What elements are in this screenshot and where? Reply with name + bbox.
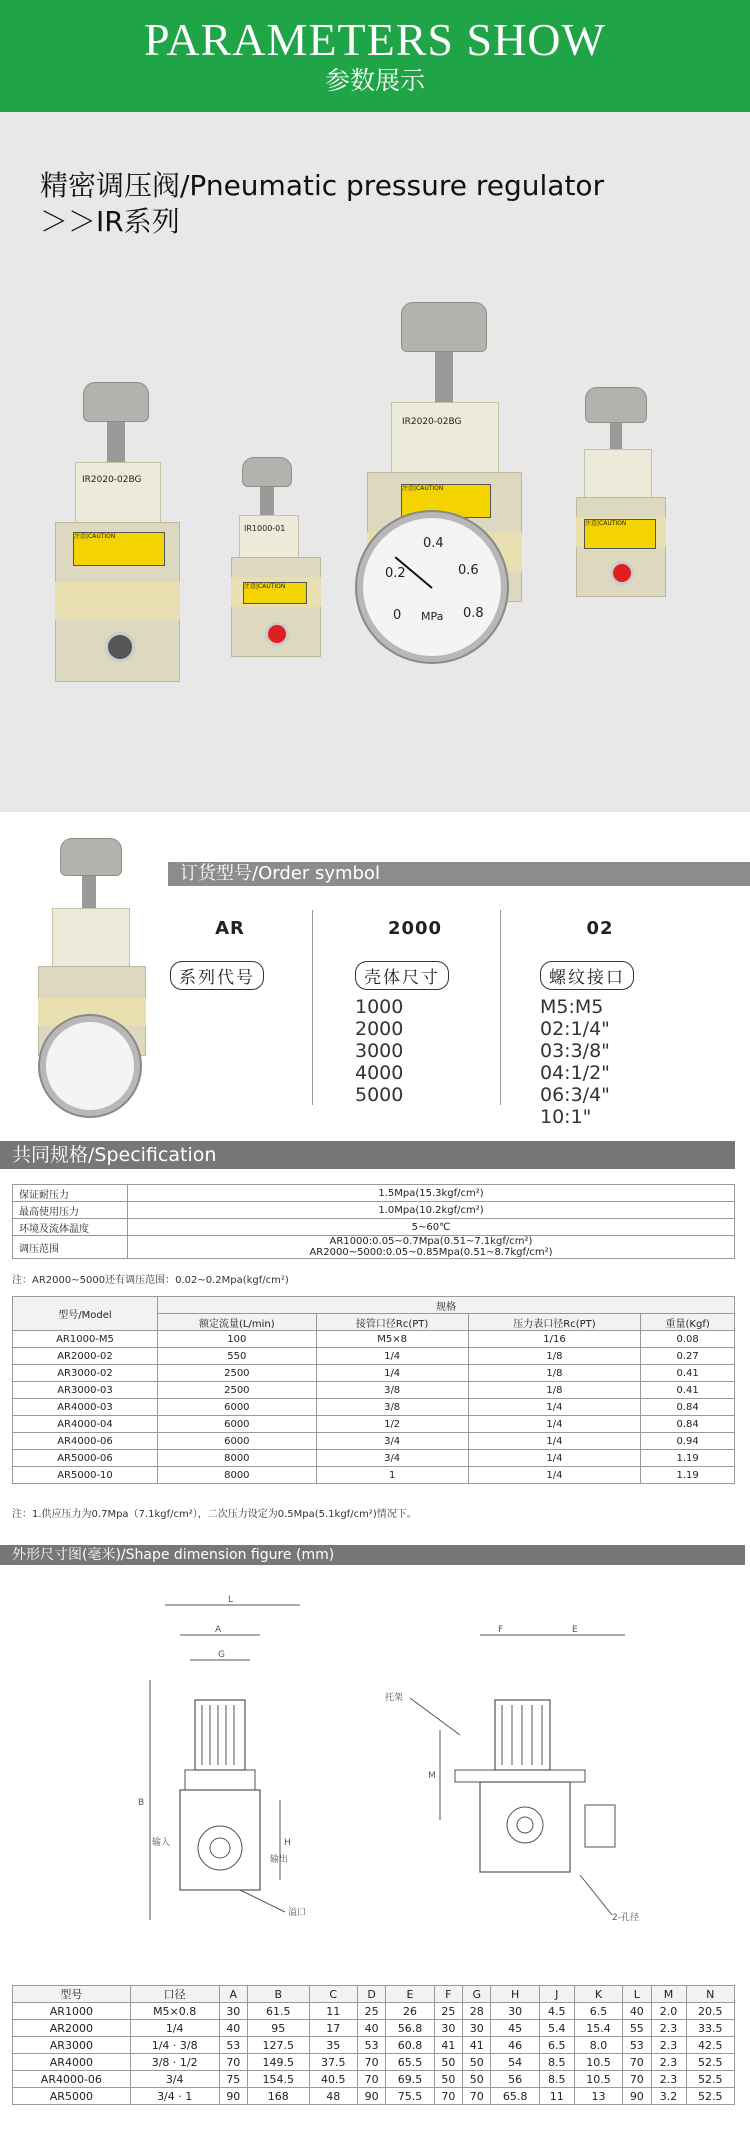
model-label: IR2020-02BG [402, 417, 462, 427]
column-header: 额定流量(L/min) [158, 1314, 317, 1331]
table-cell: AR4000-06 [13, 2071, 131, 2088]
table-row [13, 2020, 735, 2037]
table-cell: 95 [248, 2020, 310, 2037]
dim-label: L [228, 1595, 234, 1605]
table-cell: 1/4 [316, 1365, 468, 1382]
table-cell: 1/8 [468, 1348, 641, 1365]
table-cell: 30 [434, 2020, 462, 2037]
gauge-tick: 0.6 [458, 563, 479, 578]
table-cell: 2500 [158, 1365, 317, 1382]
regulator-photo-4 [570, 387, 670, 607]
regulator-photo-2 [225, 457, 325, 697]
table-cell: 3.2 [651, 2088, 686, 2105]
port-red [610, 561, 634, 585]
product-heading [40, 168, 604, 240]
gauge-unit: MPa [421, 610, 444, 623]
caution-label: 注意|CAUTION [401, 484, 491, 518]
caution-label: 注意|CAUTION [243, 582, 307, 604]
column-header: H [491, 1986, 539, 2003]
table-cell: 6000 [158, 1416, 317, 1433]
order-value: 04:1/2" [540, 1062, 610, 1084]
table-cell: 50 [463, 2054, 491, 2071]
table-cell: 25 [434, 2003, 462, 2020]
table-cell: AR4000-04 [13, 1416, 158, 1433]
table-cell: 90 [623, 2088, 651, 2105]
port-red [265, 622, 289, 646]
column-header: D [357, 1986, 385, 2003]
table-cell: 0.41 [641, 1365, 735, 1382]
order-col-size [355, 918, 475, 1106]
table-cell: 8.5 [539, 2071, 574, 2088]
table-row [13, 1348, 735, 1365]
table-cell: AR4000 [13, 2054, 131, 2071]
table-cell: 30 [491, 2003, 539, 2020]
column-header: 型号 [13, 1986, 131, 2003]
column-header: B [248, 1986, 310, 2003]
table-cell: 1/2 [316, 1416, 468, 1433]
table-cell: 3/8 [316, 1382, 468, 1399]
table-cell: 41 [434, 2037, 462, 2054]
order-value: 4000 [355, 1062, 404, 1084]
table-cell: M5×8 [316, 1331, 468, 1348]
table-row [13, 1467, 735, 1484]
table-cell: 149.5 [248, 2054, 310, 2071]
column-header: 口径 [130, 1986, 219, 2003]
table-cell: 28 [463, 2003, 491, 2020]
table-cell: 90 [219, 2088, 247, 2105]
table-cell: 46 [491, 2037, 539, 2054]
table-cell: 6.5 [574, 2003, 622, 2020]
spec-table [12, 1184, 735, 1259]
table-cell: 1/4 [130, 2020, 219, 2037]
table-cell: 10.5 [574, 2054, 622, 2071]
gauge-tick: 0.8 [463, 606, 484, 621]
pressure-gauge [357, 512, 507, 662]
table-cell: 35 [309, 2037, 357, 2054]
column-header: N [686, 1986, 734, 2003]
table-cell: 30 [463, 2020, 491, 2037]
table-cell: 1/8 [468, 1382, 641, 1399]
table-cell: 53 [623, 2037, 651, 2054]
order-value: 03:3/8" [540, 1040, 610, 1062]
regulator-photo-1 [55, 382, 195, 712]
table-cell: 61.5 [248, 2003, 310, 2020]
column-header: 压力表口径Rc(PT) [468, 1314, 641, 1331]
table-cell: AR3000-03 [13, 1382, 158, 1399]
table-cell: 0.84 [641, 1416, 735, 1433]
banner-subtitle: 参数展示 [324, 66, 425, 95]
table-cell: AR2000-02 [13, 1348, 158, 1365]
table-cell: AR1000-M5 [13, 1331, 158, 1348]
table-cell: 6000 [158, 1399, 317, 1416]
column-header: J [539, 1986, 574, 2003]
table-cell: 3/8 [316, 1399, 468, 1416]
column-header: 重量(Kgf) [641, 1314, 735, 1331]
table-cell: 40 [623, 2003, 651, 2020]
table-cell: 550 [158, 1348, 317, 1365]
table-cell: 1.19 [641, 1467, 735, 1484]
table-cell: 40 [219, 2020, 247, 2037]
table-cell: 127.5 [248, 2037, 310, 2054]
dimension-drawing-front [110, 1590, 340, 1930]
table-row [13, 1331, 735, 1348]
table-cell: AR5000-10 [13, 1467, 158, 1484]
regulator-thumbnail [38, 838, 148, 1118]
order-value: 2000 [355, 1018, 404, 1040]
column-header: M [651, 1986, 686, 2003]
table-row: 调压范围 AR1000:0.05~0.7Mpa(0.51~7.1kgf/cm²) AR2000~5000:0.05~0.85Mpa(0.51~8.7kgf/cm²) [13, 1236, 735, 1259]
spec-title: 共同规格/Specification [0, 1141, 735, 1169]
table-cell: 70 [623, 2071, 651, 2088]
hole-label: 2-孔径 [612, 1913, 639, 1923]
table-cell: 30 [219, 2003, 247, 2020]
table-cell: 53 [357, 2037, 385, 2054]
table-cell: 3/4 · 1 [130, 2088, 219, 2105]
table-cell: 0.94 [641, 1433, 735, 1450]
table-row: 环境及流体温度 5~60℃ [13, 1219, 735, 1236]
order-value: 5000 [355, 1084, 404, 1106]
port-label: 溢口 [288, 1908, 307, 1918]
table-cell: 42.5 [686, 2037, 734, 2054]
order-value: 1000 [355, 996, 404, 1018]
dim-label: H [284, 1838, 291, 1848]
table-row [13, 2054, 735, 2071]
table-row: 最高使用压力 1.0Mpa(10.2kgf/cm²) [13, 1202, 735, 1219]
order-label: 螺纹接口 [540, 961, 634, 990]
dim-label: B [138, 1798, 145, 1808]
dim-label: G [218, 1650, 225, 1660]
table-row [13, 1382, 735, 1399]
regulator-photo-3 [355, 302, 535, 702]
order-value: 10:1" [540, 1106, 592, 1128]
table-cell: 2.3 [651, 2037, 686, 2054]
column-header: C [309, 1986, 357, 2003]
table-cell: 168 [248, 2088, 310, 2105]
table-cell: 65.8 [491, 2088, 539, 2105]
table-cell: 2.3 [651, 2071, 686, 2088]
column-header: 型号/Model [13, 1297, 158, 1331]
table-cell: 50 [463, 2071, 491, 2088]
table-cell: 25 [357, 2003, 385, 2020]
table-cell: 3/4 [316, 1433, 468, 1450]
gauge-tick: 0 [393, 608, 402, 623]
table-cell: 1/4 [468, 1467, 641, 1484]
table-cell: 55 [623, 2020, 651, 2037]
table-cell: 8.5 [539, 2054, 574, 2071]
column-header: K [574, 1986, 622, 2003]
gauge-tick: 0.4 [423, 536, 444, 551]
table-cell: 0.41 [641, 1382, 735, 1399]
table-cell: 0.27 [641, 1348, 735, 1365]
port-label: 输入 [152, 1838, 171, 1848]
product-photo-section [0, 112, 750, 812]
table-cell: AR4000-06 [13, 1433, 158, 1450]
order-value: M5:M5 [540, 996, 604, 1018]
table-cell: AR3000 [13, 2037, 131, 2054]
caution-label: 注意|CAUTION [584, 519, 656, 549]
table-cell: 52.5 [686, 2054, 734, 2071]
column-header: E [386, 1986, 434, 2003]
table-cell: 60.8 [386, 2037, 434, 2054]
table-cell: 1/4 [468, 1433, 641, 1450]
bracket-label: 托架 [385, 1693, 404, 1703]
table-cell: 1 [316, 1467, 468, 1484]
table-cell: 2.3 [651, 2020, 686, 2037]
table-cell: 1/4 [468, 1416, 641, 1433]
table-row [13, 2037, 735, 2054]
table-cell: 8000 [158, 1450, 317, 1467]
order-symbol-title: 订货型号/Order symbol [168, 862, 750, 886]
table-cell: 1/4 [316, 1348, 468, 1365]
order-code: 2000 [387, 918, 443, 939]
table-cell: AR1000 [13, 2003, 131, 2020]
table-cell: 45 [491, 2020, 539, 2037]
table-cell: 154.5 [248, 2071, 310, 2088]
table-cell: 10.5 [574, 2071, 622, 2088]
order-code: 02 [586, 918, 614, 939]
table-cell: AR5000-06 [13, 1450, 158, 1467]
port-label: 输出 [270, 1855, 289, 1865]
table-cell: 6.5 [539, 2037, 574, 2054]
table-cell: 70 [357, 2071, 385, 2088]
table-row [13, 1433, 735, 1450]
table-cell: 56 [491, 2071, 539, 2088]
table-cell: 50 [434, 2071, 462, 2088]
spec-note-2: 注：1.供应压力为0.7Mpa（7.1kgf/cm²），二次压力设定为0.5Mpa(5.1kgf/cm²)情况下。 [12, 1509, 417, 1520]
table-cell: 54 [491, 2054, 539, 2071]
table-cell: 26 [386, 2003, 434, 2020]
column-header: F [434, 1986, 462, 2003]
table-cell: 2500 [158, 1382, 317, 1399]
table-cell: 3/8 · 1/2 [130, 2054, 219, 2071]
table-cell: 1/8 [468, 1365, 641, 1382]
order-label: 壳体尺寸 [355, 961, 449, 990]
table-cell: 52.5 [686, 2088, 734, 2105]
table-cell: AR2000 [13, 2020, 131, 2037]
order-value: 02:1/4" [540, 1018, 610, 1040]
table-row [13, 2088, 735, 2105]
column-group-header: 规格 [158, 1297, 735, 1314]
dim-label: M [428, 1771, 436, 1781]
table-cell: 1/4 · 3/8 [130, 2037, 219, 2054]
table-cell: 70 [434, 2088, 462, 2105]
table-cell: 3/4 [316, 1450, 468, 1467]
table-cell: 52.5 [686, 2071, 734, 2088]
table-cell: 20.5 [686, 2003, 734, 2020]
product-heading-line2: ＞＞IR系列 [40, 205, 180, 238]
table-cell: 1/4 [468, 1399, 641, 1416]
order-value: 3000 [355, 1040, 404, 1062]
table-cell: 0.84 [641, 1399, 735, 1416]
spec-note: 注：AR2000~5000还有调压范围：0.02~0.2Mpa(kgf/cm²) [12, 1275, 289, 1286]
table-cell: 41 [463, 2037, 491, 2054]
table-row [13, 2071, 735, 2088]
table-cell: 15.4 [574, 2020, 622, 2037]
model-label: IR2020-02BG [82, 475, 142, 485]
table-cell: M5×0.8 [130, 2003, 219, 2020]
port [105, 632, 135, 662]
table-cell: 13 [574, 2088, 622, 2105]
dim-label: E [572, 1625, 578, 1635]
banner-title: PARAMETERS SHOW [144, 14, 606, 65]
table-cell: 11 [309, 2003, 357, 2020]
gauge-tick: 0.2 [385, 566, 406, 581]
dim-label: A [215, 1625, 222, 1635]
table-cell: 70 [357, 2054, 385, 2071]
order-col-thread [540, 918, 660, 1128]
table-row [13, 1365, 735, 1382]
table-cell: 70 [463, 2088, 491, 2105]
table-cell: 8000 [158, 1467, 317, 1484]
caution-label: 注意|CAUTION [73, 532, 165, 566]
table-cell: 3/4 [130, 2071, 219, 2088]
table-cell: 8.0 [574, 2037, 622, 2054]
table-cell: 69.5 [386, 2071, 434, 2088]
table-cell: 70 [219, 2054, 247, 2071]
table-cell: 0.08 [641, 1331, 735, 1348]
table-cell: 90 [357, 2088, 385, 2105]
model-label: IR1000-01 [244, 524, 286, 533]
order-value: 06:3/4" [540, 1084, 610, 1106]
column-header: L [623, 1986, 651, 2003]
table-cell: 11 [539, 2088, 574, 2105]
table-cell: 40.5 [309, 2071, 357, 2088]
table-cell: AR4000-03 [13, 1399, 158, 1416]
table-cell: 53 [219, 2037, 247, 2054]
order-col-series [170, 918, 290, 990]
table-cell: 56.8 [386, 2020, 434, 2037]
table-cell: AR5000 [13, 2088, 131, 2105]
table-cell: 40 [357, 2020, 385, 2037]
table-cell: 2.3 [651, 2054, 686, 2071]
table-row [13, 1450, 735, 1467]
table-cell: 65.5 [386, 2054, 434, 2071]
column-header: A [219, 1986, 247, 2003]
product-heading-line1: 精密调压阀/Pneumatic pressure regulator [40, 169, 605, 202]
table-cell: 33.5 [686, 2020, 734, 2037]
order-code: AR [215, 918, 245, 939]
table-cell: 48 [309, 2088, 357, 2105]
dimension-drawing-side [380, 1620, 670, 1940]
table-row [13, 1399, 735, 1416]
table-cell: 17 [309, 2020, 357, 2037]
table-cell: AR3000-02 [13, 1365, 158, 1382]
table-cell: 75.5 [386, 2088, 434, 2105]
table-cell: 5.4 [539, 2020, 574, 2037]
table-cell: 2.0 [651, 2003, 686, 2020]
table-cell: 100 [158, 1331, 317, 1348]
table-cell: 1.19 [641, 1450, 735, 1467]
dim-label: F [498, 1625, 504, 1635]
table-cell: 1/16 [468, 1331, 641, 1348]
table-cell: 50 [434, 2054, 462, 2071]
table-cell: 75 [219, 2071, 247, 2088]
table-cell: 37.5 [309, 2054, 357, 2071]
column-header: 接管口径Rc(PT) [316, 1314, 468, 1331]
shape-title: 外形尺寸图(毫米)/Shape dimension figure (mm) [0, 1545, 745, 1565]
pressure-gauge [40, 1016, 140, 1116]
table-cell: 4.5 [539, 2003, 574, 2020]
table-cell: 70 [623, 2054, 651, 2071]
header-banner [0, 0, 750, 112]
table-cell: 1/4 [468, 1450, 641, 1467]
table-row [13, 2003, 735, 2020]
dimension-table [12, 1985, 735, 2105]
table-row [13, 1416, 735, 1433]
order-label: 系列代号 [170, 961, 264, 990]
column-header: G [463, 1986, 491, 2003]
model-spec-table [12, 1296, 735, 1484]
table-row: 保证耐压力 1.5Mpa(15.3kgf/cm²) [13, 1185, 735, 1202]
table-cell: 6000 [158, 1433, 317, 1450]
